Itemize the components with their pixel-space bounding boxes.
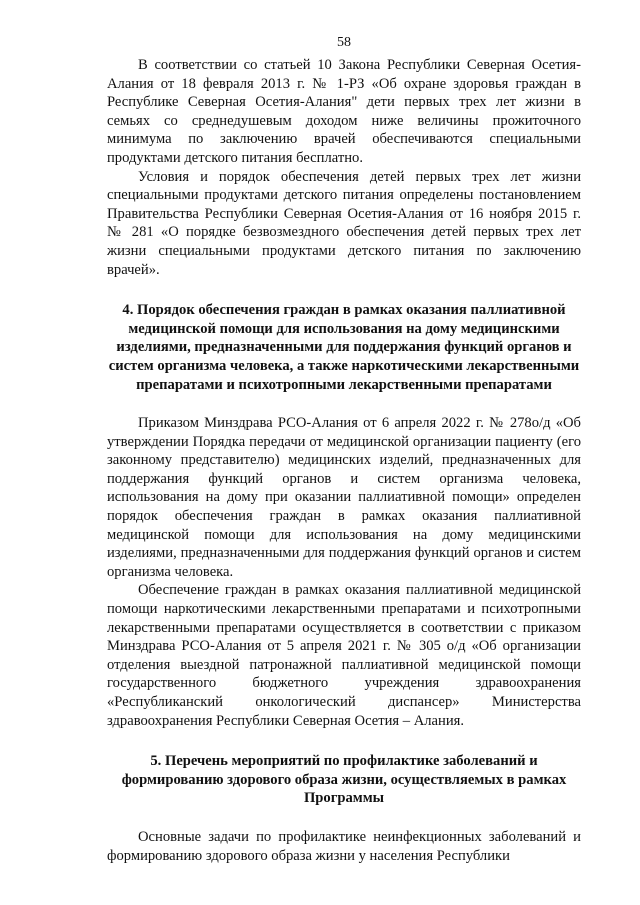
paragraph-child-nutrition-law: В соответствии со статьей 10 Закона Республики Северная Осетия-Алания от 18 февраля 2013 г. № 1-РЗ «Об охране здоровья граждан в Республике Северная Осетия-Алания" дети первых трех лет жизни в семьях со среднедушевым доходом ниже величины прожиточного минимума по заключению врачей обеспечиваются специальными продуктами детского питания бесплатно. xyxy=(107,57,581,166)
spacer xyxy=(107,730,581,752)
page-number: 58 xyxy=(337,35,351,50)
paragraph-narcotic-drugs-provision: Обеспечение граждан в рамках оказания паллиативной медицинской помощи наркотическими лекарственными препаратами и психотропными лекарственными препаратами осуществляется в соответствии с приказом Минздрава РСО-Алания от 5 апреля 2021 г. № 305 о/д «Об организации отделения выездной патронажной паллиативной медицинской помощи государственного бюджетного учреждения здравоохранения «Республиканский онкологический диспансер» Министерства здравоохранения Республики Северная Осетия – Алания. xyxy=(107,582,581,729)
paragraph-child-nutrition-procedure: Условия и порядок обеспечения детей первых трех лет жизни специальными продуктами детского питания определены постановлением Правительства Республики Северная Осетия-Алания от 16 ноября 2015 г. № 281 «О порядке безвозмездного обеспечения детей первых трех лет жизни специальными продуктами детского питания по заключению врачей». xyxy=(107,168,581,278)
document-page xyxy=(107,34,581,865)
paragraph-prevention-tasks: Основные задачи по профилактике неинфекционных заболеваний и формированию здорового образа жизни у населения Республики xyxy=(107,828,581,864)
spacer xyxy=(107,279,581,301)
spacer xyxy=(107,808,581,828)
spacer xyxy=(107,394,581,414)
paragraph-medical-devices-order: Приказом Минздрава РСО-Алания от 6 апреля 2022 г. № 278о/д «Об утверждении Порядка передачи от медицинской организации пациенту (его законному представителю) медицинских изделий, предназначенных для поддержания функций органов и систем организма человека, использования на дому при оказании паллиативной помощи» определен порядок обеспечения граждан в рамках оказания паллиативной медицинской помощи для использования на дому медицинскими изделиями, предназначенными для поддержания функций органов и систем организма человека. xyxy=(107,415,581,580)
section-4-heading: 4. Порядок обеспечения граждан в рамках оказания паллиативной медицинской помощи для использования на дому медицинскими изделиями, предназначенными для поддержания функций органов и систем организма человека, а также наркотическими лекарственными препаратами и психотропными лекарственными препаратами xyxy=(108,302,580,393)
section-5-heading: 5. Перечень мероприятий по профилактике заболеваний и формированию здорового образа жизни, осуществляемых в рамках Программы xyxy=(121,753,567,807)
